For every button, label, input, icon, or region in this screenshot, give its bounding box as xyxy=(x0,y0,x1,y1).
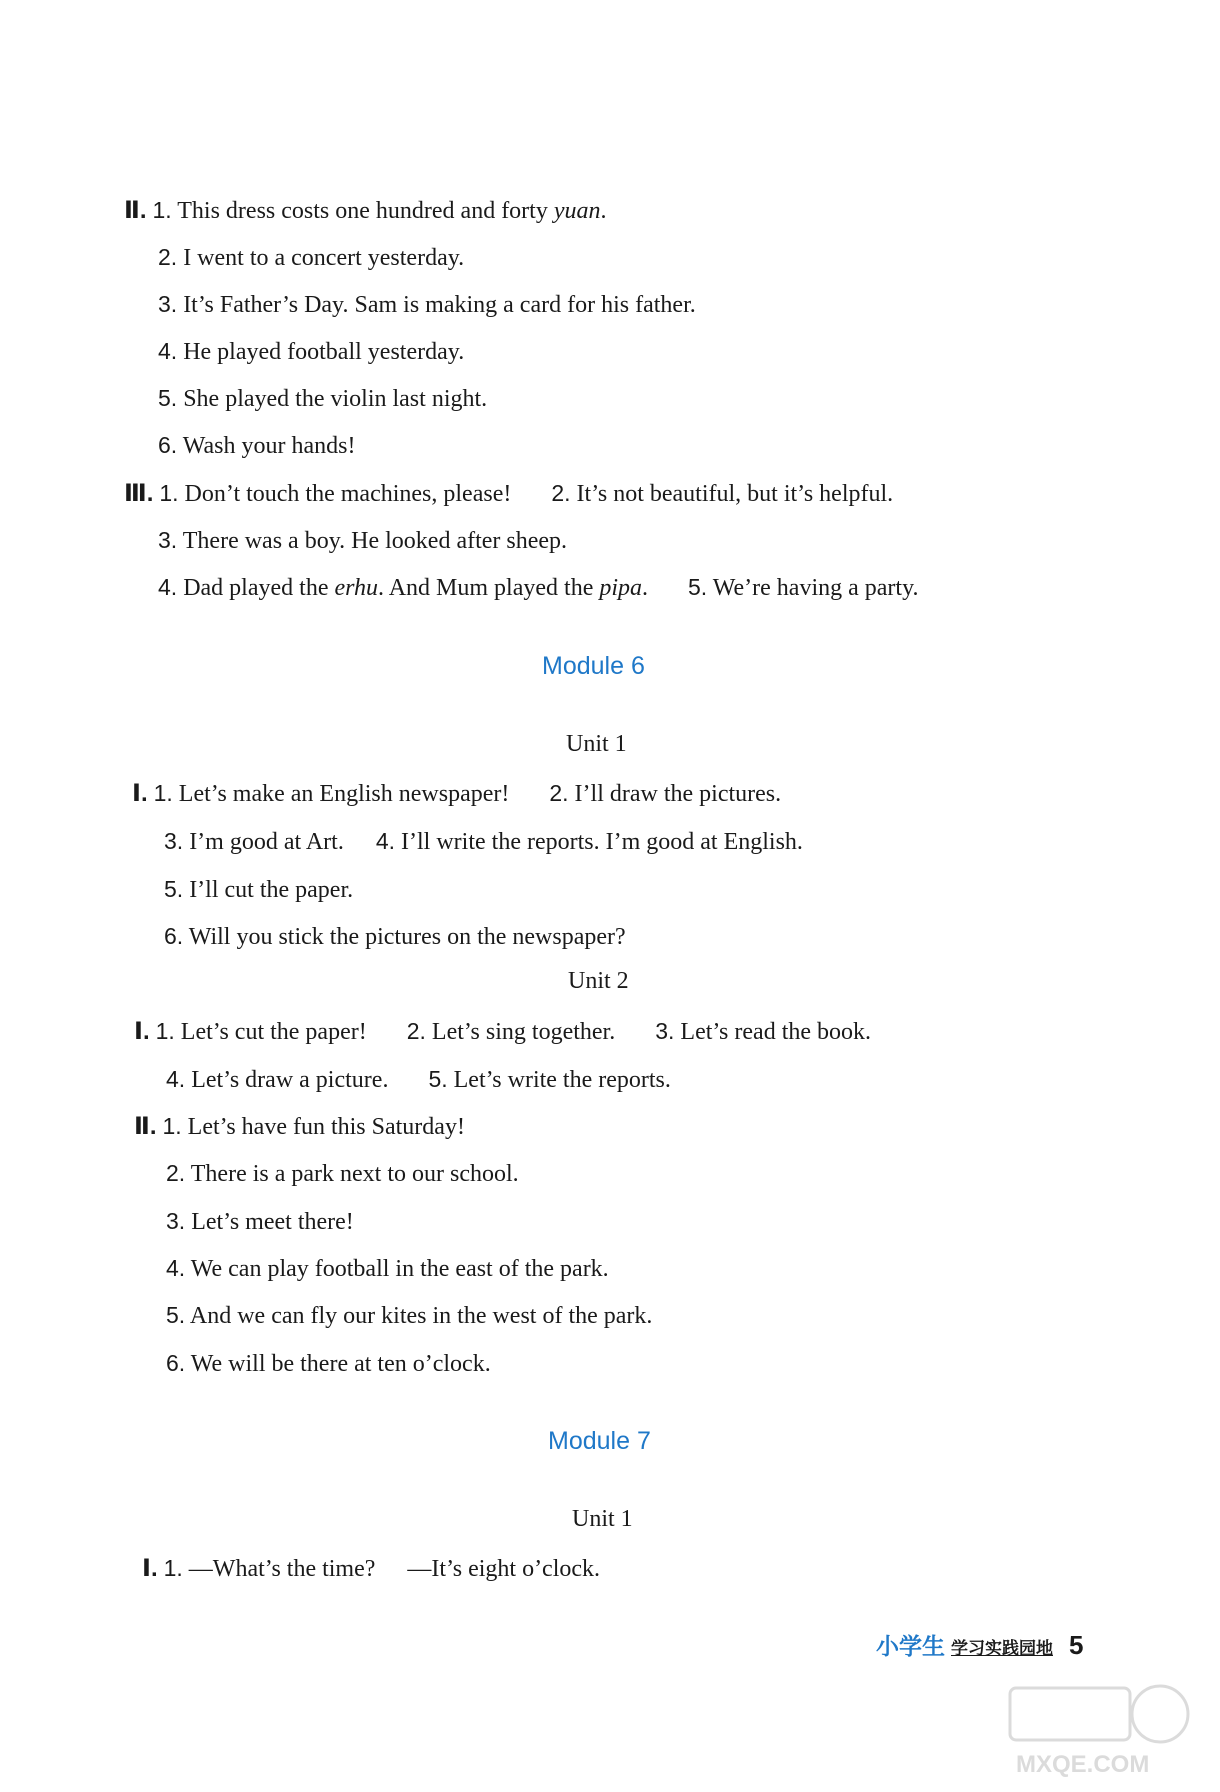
answer-line xyxy=(158,430,355,461)
answer-text: —It’s eight o’clock. xyxy=(407,1556,601,1582)
item-number: 1. xyxy=(163,1555,183,1581)
answer-text: I’ll cut the paper. xyxy=(189,877,354,903)
item-number: 4. xyxy=(166,1255,186,1281)
item-number: 2. xyxy=(158,244,178,270)
answer-line xyxy=(158,383,487,414)
item-number: 6. xyxy=(164,923,184,949)
item-number: 6. xyxy=(166,1350,186,1376)
answer-text: Let’s write the reports. xyxy=(453,1067,671,1093)
answer-text: Let’s make an English newspaper! xyxy=(178,781,510,807)
item-number: 2. xyxy=(549,780,569,806)
item-number: 3. xyxy=(164,828,184,854)
item-number: 3. xyxy=(655,1018,675,1044)
answer-text: There is a park next to our school. xyxy=(190,1161,519,1187)
answer-line xyxy=(166,1348,491,1379)
answer-line xyxy=(166,1158,519,1189)
answer-line: Ⅰ. 1. Let’s cut the paper! 2. Let’s sing together. 3. Let’s read the book. xyxy=(134,1018,872,1045)
answer-text: Let’s read the book. xyxy=(680,1019,872,1045)
answer-italic: yuan xyxy=(553,198,601,224)
answer-line xyxy=(158,336,464,367)
answer-line: Ⅰ. 1. Let’s make an English newspaper! 2. I’ll draw the pictures. xyxy=(132,780,782,807)
answer-text: Let’s have fun this Saturday! xyxy=(187,1114,465,1140)
item-number: 5. xyxy=(158,385,178,411)
watermark-box xyxy=(1010,1688,1130,1740)
answer-text: We can play football in the east of the park. xyxy=(190,1256,609,1282)
answer-text: —What’s the time? xyxy=(188,1556,376,1582)
answer-line xyxy=(158,242,464,273)
answer-text: We’re having a party. xyxy=(712,575,919,601)
answer-line xyxy=(164,874,353,905)
answer-text: Will you stick the pictures on the newspaper? xyxy=(188,924,626,950)
module-heading: Module 7 xyxy=(548,1427,651,1455)
answer-text: I’m good at Art. xyxy=(189,829,344,855)
item-number: 4. xyxy=(158,338,178,364)
answer-line: Ⅲ. 1. Don’t touch the machines, please! 2. It’s not beautiful, but it’s helpful. xyxy=(124,480,894,507)
item-number: 1. xyxy=(153,780,173,806)
item-number: 1. xyxy=(159,480,179,506)
answer-text: Don’t touch the machines, please! xyxy=(184,481,512,507)
answer-line: Ⅰ. 1. —What’s the time? —It’s eight o’clock. xyxy=(142,1555,601,1582)
page-footer xyxy=(876,1628,1083,1661)
item-number: 2. xyxy=(551,480,571,506)
unit-heading: Unit 2 xyxy=(568,968,629,994)
item-number: 4. xyxy=(158,574,178,600)
answer-line xyxy=(166,1064,671,1095)
answer-line: Ⅱ. 1. Let’s have fun this Saturday! xyxy=(134,1113,465,1140)
section-label: Ⅲ xyxy=(124,480,147,507)
item-number: 5. xyxy=(428,1066,448,1092)
answer-line xyxy=(166,1206,354,1237)
answer-text: She played the violin last night. xyxy=(183,386,488,412)
answer-text: This dress costs one hundred and forty xyxy=(177,198,554,224)
section-label: Ⅱ xyxy=(134,1113,150,1140)
item-number: 3. xyxy=(166,1208,186,1234)
answer-italic: erhu xyxy=(334,575,379,601)
item-number: 4. xyxy=(375,828,396,854)
answer-text: Let’s cut the paper! xyxy=(180,1019,367,1045)
answer-text: I’ll write the reports. I’m good at English. xyxy=(401,829,803,855)
item-number: 6. xyxy=(158,432,178,458)
item-number: 5. xyxy=(164,876,184,902)
item-number: 3. xyxy=(158,527,178,553)
watermark-circle xyxy=(1132,1686,1188,1742)
answer-line xyxy=(164,826,803,857)
item-number: 2. xyxy=(166,1160,186,1186)
answer-text: Let’s draw a picture. xyxy=(191,1067,389,1093)
answer-text: He played football yesterday. xyxy=(183,339,465,365)
answer-italic: pipa xyxy=(599,575,643,601)
answer-line xyxy=(158,289,696,320)
section-label: Ⅱ xyxy=(124,197,140,224)
answer-text: Let’s meet there! xyxy=(191,1209,354,1235)
answer-text: I’ll draw the pictures. xyxy=(574,781,782,807)
answer-line xyxy=(166,1300,652,1331)
brand-main: 小学生 xyxy=(876,1633,945,1659)
module-heading: Module 6 xyxy=(542,652,645,680)
section-label: Ⅰ xyxy=(134,1018,143,1045)
answer-text: It’s not beautiful, but it’s helpful. xyxy=(576,481,894,507)
answer-text: It’s Father’s Day. Sam is making a card for his father. xyxy=(183,292,696,318)
answer-line xyxy=(158,525,567,556)
answer-text: And we can fly our kites in the west of the park. xyxy=(189,1303,653,1329)
item-number: 1. xyxy=(162,1113,182,1139)
answer-line xyxy=(166,1253,609,1284)
answer-text: Dad played the xyxy=(183,575,335,601)
item-number: 5. xyxy=(166,1302,186,1328)
section-label: Ⅰ xyxy=(142,1555,151,1582)
section-label: Ⅰ xyxy=(132,780,141,807)
item-number: 4. xyxy=(166,1066,186,1092)
answer-line: 4. Dad played the erhu. And Mum played the pipa. 5. We’re having a party. xyxy=(158,574,919,601)
answer-text: There was a boy. He looked after sheep. xyxy=(182,528,568,554)
answer-line xyxy=(164,921,626,952)
unit-heading: Unit 1 xyxy=(572,1506,633,1532)
brand-sub: 学习实践园地 xyxy=(951,1639,1053,1658)
item-number: 2. xyxy=(406,1018,426,1044)
answer-text: Let’s sing together. xyxy=(431,1019,616,1045)
answer-text: Wash your hands! xyxy=(182,433,356,459)
item-number: 1. xyxy=(155,1018,175,1044)
item-number: 1. xyxy=(152,197,172,223)
answer-text: I went to a concert yesterday. xyxy=(183,245,465,271)
watermark-logo xyxy=(1004,1680,1194,1780)
item-number: 5. xyxy=(688,574,708,600)
page-number: 5 xyxy=(1069,1630,1084,1660)
watermark-text: MXQE.COM xyxy=(1016,1751,1150,1778)
unit-heading: Unit 1 xyxy=(566,731,627,757)
answer-text: We will be there at ten o’clock. xyxy=(190,1351,491,1377)
item-number: 3. xyxy=(158,291,178,317)
answer-line: Ⅱ. 1. This dress costs one hundred and forty yuan. xyxy=(124,197,607,224)
